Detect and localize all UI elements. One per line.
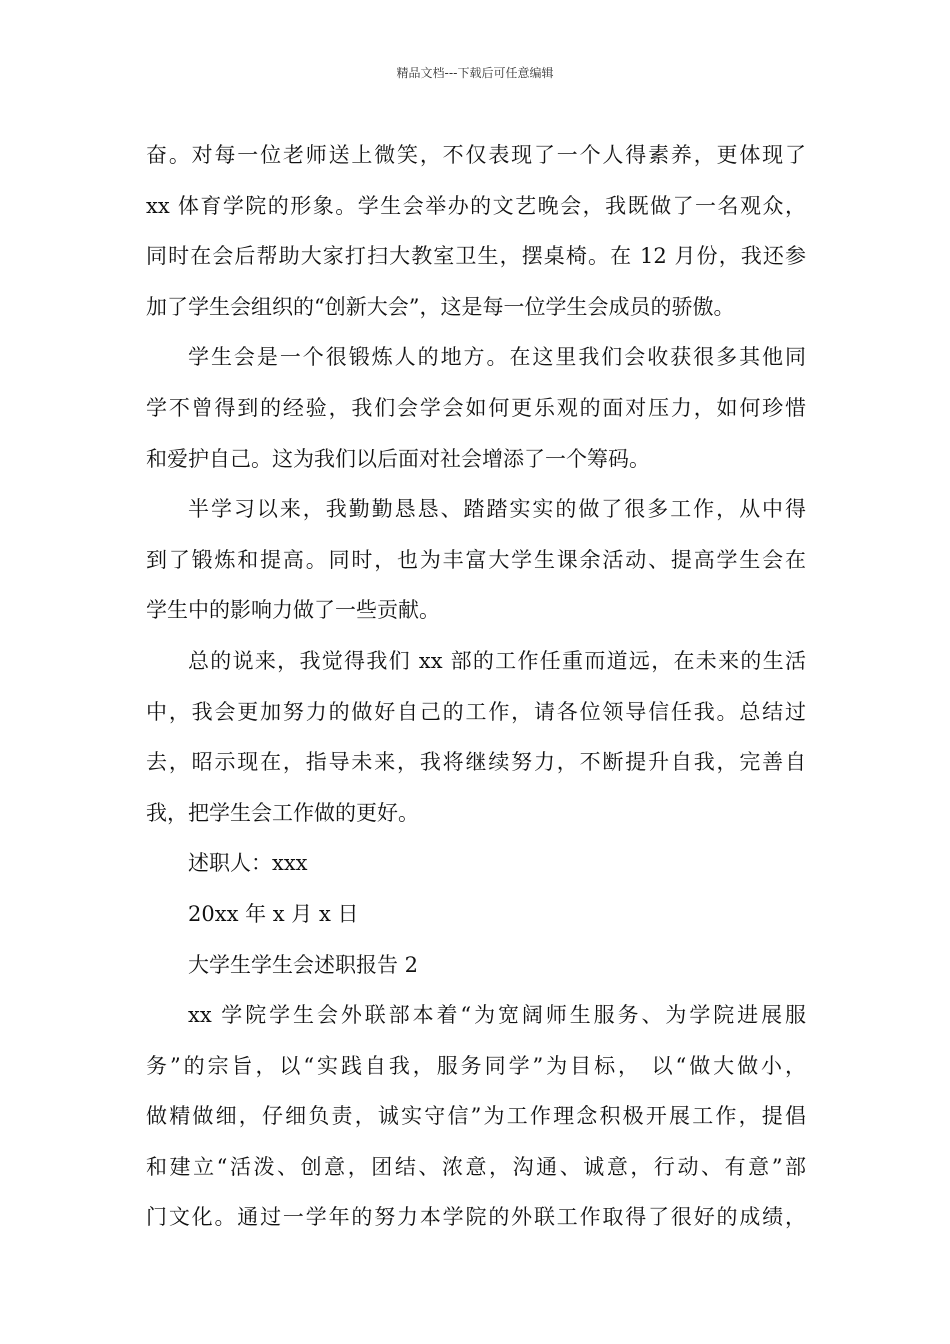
text-line: 加了学生会组织的“创新大会”，这是每一位学生会成员的骄傲。 xyxy=(146,294,735,319)
text-line: 和爱护自己。这为我们以后面对社会增添了一个筹码。 xyxy=(146,446,650,471)
text-line: 总的说来，我觉得我们 xx 部的工作任重而道远，在未来的生活 xyxy=(188,648,806,673)
text-line: 我，把学生会工作做的更好。 xyxy=(146,800,419,825)
text-line: 务”的宗旨，以“实践自我，服务同学”为目标， 以“做大做小， xyxy=(146,1053,806,1078)
text-line: 同时在会后帮助大家打扫大教室卫生，摆桌椅。在 12 月份，我还参 xyxy=(146,244,806,269)
text-line: 奋。对每一位老师送上微笑，不仅表现了一个人得素养，更体现了 xyxy=(146,143,806,167)
text-line: 半学习以来，我勤勤恳恳、踏踏实实的做了很多工作，从中得 xyxy=(188,497,806,522)
text-line: 中，我会更加努力的做好自己的工作，请各位领导信任我。总结过 xyxy=(146,699,806,724)
text-line: 做精做细，仔细负责，诚实守信”为工作理念积极开展工作，提倡 xyxy=(146,1104,806,1129)
text-line: 门文化。通过一学年的努力本学院的外联工作取得了很好的成绩， xyxy=(146,1205,806,1230)
text-line: 到了锻炼和提高。同时，也为丰富大学生课余活动、提高学生会在 xyxy=(146,547,806,572)
text-line: 学生会是一个很锻炼人的地方。在这里我们会收获很多其他同 xyxy=(188,345,806,370)
text-line: 和建立“活泼、创意，团结、浓意，沟通、诚意，行动、有意”部 xyxy=(146,1154,806,1179)
text-line: xx 体育学院的形象。学生会举办的文艺晚会，我既做了一名观众， xyxy=(146,193,806,218)
text-line: 述职人：xxx xyxy=(188,851,308,876)
text-line: 学不曾得到的经验，我们会学会如何更乐观的面对压力，如何珍惜 xyxy=(146,395,806,420)
page-header: 精品文档---下载后可任意编辑 xyxy=(396,66,554,80)
text-line: xx 学院学生会外联部本着“为宽阔师生服务、为学院进展服 xyxy=(188,1003,806,1028)
text-line: 大学生学生会述职报告 2 xyxy=(188,952,419,977)
document-body xyxy=(146,130,806,1243)
text-line: 20xx 年 x 月 x 日 xyxy=(188,901,359,926)
text-line: 学生中的影响力做了一些贡献。 xyxy=(146,598,440,623)
text-line: 去，昭示现在，指导未来，我将继续努力，不断提升自我，完善自 xyxy=(146,750,806,775)
